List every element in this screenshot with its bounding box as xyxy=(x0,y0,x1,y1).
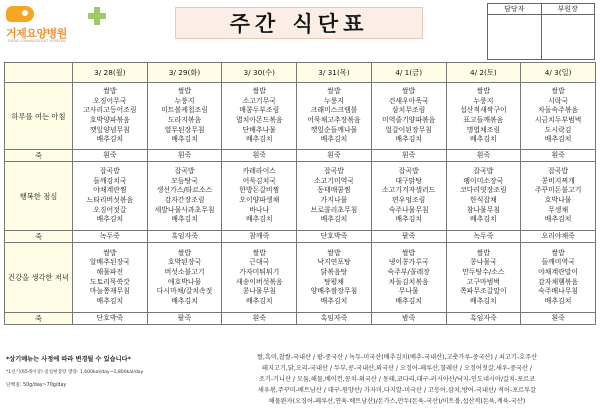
menu-item: 참나물무침 xyxy=(466,205,500,214)
menu-item: 건새우아욱국 xyxy=(388,96,429,105)
juk-label: 죽 xyxy=(5,150,73,162)
menu-item: 코다리엿장조림 xyxy=(460,186,507,195)
protein-note: 단백질: 50g/day~70g/day xyxy=(6,383,67,388)
menu-item: 감자채햄볶음 xyxy=(538,277,579,286)
breakfast-menu-cell xyxy=(521,83,596,150)
breakfast-menu-cell xyxy=(73,83,148,150)
menu-item: 누룽지 xyxy=(174,96,195,105)
menu-item: 깻잎양념무침 xyxy=(89,125,130,134)
menu-item: 배추김치 xyxy=(171,296,198,305)
origin-line: 돼지고기,닭,오리-국내산 / 두부,콩-국내산,외국산 / 오징어-페루산,칠레산 / 오징어젓갈,새우-중국산 / xyxy=(262,365,532,372)
dinner-label: 건강을 생각한 저녁 xyxy=(5,243,73,313)
hospital-name: 거제요양병원 xyxy=(6,27,67,40)
menu-item: 탕평채 xyxy=(323,277,344,286)
menu-item: 오징어젓갈 xyxy=(93,205,127,214)
menu-item: 열무된장무침 xyxy=(164,125,205,134)
menu-item: 배추김치 xyxy=(395,135,422,144)
approval-sign-vice-director[interactable] xyxy=(541,15,595,60)
menu-item: 표고들깨볶음 xyxy=(463,116,504,124)
menu-item: 쌀밥 xyxy=(551,248,565,257)
menu-item: 소고기겨자샐러드 xyxy=(382,186,436,195)
lunch-row xyxy=(5,162,596,231)
origin-line: 해물완자(오징어-페루산,연육-베트남산)/돈가스,만두(돈육-국산)/미트볼,섭산적(돈육,계육-국산) xyxy=(268,398,526,405)
menu-item: 생선가스/타르소스 xyxy=(156,186,213,195)
menu-item: 근대국 xyxy=(249,258,270,267)
day-header: 3/ 28(월) xyxy=(73,63,148,83)
breakfast-menu-cell xyxy=(222,83,297,150)
menu-item: 쌀밥 xyxy=(327,248,341,257)
approval-col-vice-director: 부원장 xyxy=(541,4,595,15)
breakfast-juk-row xyxy=(5,150,596,162)
day-header: 4/ 1(금) xyxy=(371,63,446,83)
approval-col-staff: 담당자 xyxy=(488,4,542,15)
menu-item: 대구맑탕 xyxy=(395,176,422,185)
menu-item: 도토리묵쑥갓 xyxy=(89,277,130,286)
menu-item: 소고기미역국 xyxy=(313,176,354,185)
menu-item: 얼갈이된장무침 xyxy=(385,125,432,134)
menu-item: 어묵김치국 xyxy=(242,176,276,185)
lunch-label: 행복한 점심 xyxy=(5,162,73,231)
dinner-menu-cell xyxy=(147,243,222,313)
menu-item: 배추김치 xyxy=(544,215,572,224)
juk-cell: 오리야채죽 xyxy=(521,231,596,243)
menu-item: 미트볼케첩조림 xyxy=(161,106,208,115)
menu-item: 쌀밥 xyxy=(252,87,266,96)
menu-item: 잡곡밥 xyxy=(548,167,569,176)
menu-item: 소고기무국 xyxy=(242,96,276,105)
menu-item: 누룽지 xyxy=(473,96,494,105)
menu-item: 누룽지 xyxy=(323,96,344,105)
juk-label: 죽 xyxy=(5,231,73,243)
menu-item: 배추김치 xyxy=(395,296,422,305)
lunch-menu-cell xyxy=(222,162,297,231)
menu-item: 미역줄기양파볶음 xyxy=(382,116,436,124)
breakfast-row xyxy=(5,83,596,150)
juk-cell: 팥죽 xyxy=(371,231,446,243)
menu-item: 매콤두부조림 xyxy=(239,106,280,115)
menu-item: 삼치무조림 xyxy=(392,106,426,115)
dinner-menu-cell xyxy=(521,243,596,313)
menu-item: 배추김치 xyxy=(245,296,273,305)
menu-item: 다시마채/갈치속젓 xyxy=(156,287,213,296)
menu-item: 카레라이스 xyxy=(242,167,276,176)
juk-cell: 흰죽 xyxy=(147,150,222,162)
menu-item: 낙지연포탕 xyxy=(317,258,351,267)
menu-item: 쌀밥 xyxy=(103,87,117,96)
menu-item: 동태매콤찜 xyxy=(317,186,351,195)
menu-item: 해물파전 xyxy=(96,267,124,276)
juk-cell: 흰죽 xyxy=(73,150,148,162)
menu-item: 쌀밥 xyxy=(402,248,416,257)
menu-item: 배추김치 xyxy=(544,296,572,305)
page-title-box xyxy=(175,7,423,39)
origin-line: 새우볶,주꾸미-베트남산 / 대구-원양산/ 가자미,다지알-미국산 / 고등어,삼치,방어-국내산/ 적어-포르투갈 xyxy=(257,387,537,394)
menu-item: 배추김치 xyxy=(395,215,422,224)
lunch-menu-cell xyxy=(521,162,596,231)
lunch-menu-cell xyxy=(297,162,372,231)
menu-item: 주꾸미돈불고기 xyxy=(534,186,582,195)
menu-item: 쌀밥 xyxy=(476,248,491,257)
menu-item: 무나물 xyxy=(398,287,419,296)
menu-item: 고구마범벅 xyxy=(466,277,500,286)
menu-item: 가자미튀튀기 xyxy=(239,267,280,276)
dinner-menu-cell xyxy=(371,243,446,313)
menu-item: 숙주나물무침 xyxy=(388,205,429,214)
breakfast-menu-cell xyxy=(446,83,521,150)
menu-item: 냉이콩가루국 xyxy=(388,258,429,267)
menu-item: 쌀밥 xyxy=(252,248,266,257)
menu-item: 잡곡밥 xyxy=(398,167,419,176)
dinner-menu-cell xyxy=(73,243,148,313)
menu-item: 차돌숙주볶음 xyxy=(538,106,579,115)
menu-item: 잡곡밥 xyxy=(99,167,120,176)
menu-item: 편우엉조림 xyxy=(392,196,426,204)
menu-item: 쌀밥 xyxy=(402,87,416,96)
menu-item: 배추김치 xyxy=(96,135,124,144)
origin-line: 쌀,흑미,찹쌀-국내산 / 팥-중국산 / 녹두-미국산(배추김치(배추-국내산),고춧가루-중국산) / 쇠고기-호주산 xyxy=(256,354,538,361)
day-header: 3/ 30(수) xyxy=(222,63,297,83)
menu-item: 쌀밥 xyxy=(551,87,565,96)
menu-item: 시락국 xyxy=(548,96,569,105)
juk-cell: 흰죽 xyxy=(521,313,596,325)
menu-item: 명엽채조림 xyxy=(466,125,500,134)
menu-item: 멸치아몬드볶음 xyxy=(235,116,283,124)
menu-item: 콩나물무침 xyxy=(242,287,276,296)
menu-item: 잡곡밥 xyxy=(174,167,195,176)
menu-item: 섭산적새싹구이 xyxy=(460,106,507,115)
lunch-menu-cell xyxy=(371,162,446,231)
menu-item: 쌀밥 xyxy=(327,87,341,96)
juk-cell: 녹두죽 xyxy=(446,231,521,243)
menu-item: 호박나물 xyxy=(544,196,572,204)
menu-item: 호박양파볶음 xyxy=(89,116,130,124)
menu-item: 배추김치 xyxy=(470,215,497,224)
juk-cell: 흰죽 xyxy=(521,150,596,162)
hospital-subtitle: GEOJE CONVALESCENT HOSPITAL xyxy=(8,39,67,43)
juk-cell: 흰죽 xyxy=(222,150,297,162)
menu-item: 차돌김치볶음 xyxy=(388,277,429,286)
menu-item: 무생채 xyxy=(548,205,569,214)
menu-item: 쌀밥 xyxy=(177,248,192,257)
dinner-menu-cell xyxy=(446,243,521,313)
lunch-menu-cell xyxy=(73,162,148,231)
menu-item: 야채계란말이 xyxy=(538,267,579,276)
day-header: 4/ 2(토) xyxy=(446,63,521,83)
menu-item: 숙주부/꼴레장 xyxy=(387,267,430,276)
menu-item: 새송이버섯볶음 xyxy=(235,277,283,286)
menu-item: 세발나물사과초무침 xyxy=(154,205,215,214)
juk-cell: 흑임자죽 xyxy=(147,231,222,243)
origin-info xyxy=(198,352,596,407)
menu-item: 배추김치 xyxy=(320,296,348,305)
header-corner xyxy=(5,63,73,83)
juk-cell: 녹두죽 xyxy=(73,231,148,243)
day-header: 3/ 29(화) xyxy=(147,63,222,83)
day-header: 3/ 31(목) xyxy=(297,63,372,83)
menu-change-note: *상기메뉴는 사정에 따라 변경될 수 있습니다* xyxy=(6,356,131,363)
approval-sign-staff[interactable] xyxy=(488,15,542,60)
menu-item: 쌀밥 xyxy=(476,87,491,96)
hospital-logo xyxy=(4,4,110,44)
juk-cell: 흰죽 xyxy=(446,150,521,162)
menu-item: 한식잡채 xyxy=(470,196,497,204)
menu-item: 배추김치 xyxy=(245,215,273,224)
menu-item: 쌀밥 xyxy=(177,87,192,96)
menu-item: 들깨미역국 xyxy=(541,258,575,267)
menu-item: 배추김치 xyxy=(171,215,198,224)
breakfast-menu-cell xyxy=(297,83,372,150)
menu-item: 배추김치 xyxy=(245,135,273,144)
menu-item: 잡곡밥 xyxy=(473,167,494,176)
menu-item: 단배추나물 xyxy=(242,125,276,134)
day-header-row xyxy=(5,63,596,83)
menu-item: 도시락김 xyxy=(544,125,572,134)
juk-cell: 단호박죽 xyxy=(297,231,372,243)
menu-item: 한방돈갈비찜 xyxy=(239,186,280,195)
menu-item: 오징어무국 xyxy=(93,96,127,105)
lunch-juk-row xyxy=(5,231,596,243)
menu-item: 배추김치 xyxy=(96,296,124,305)
logo-mark-icon xyxy=(6,6,34,22)
breakfast-menu-cell xyxy=(147,83,222,150)
juk-cell: 흰죽 xyxy=(222,313,297,325)
menu-item: 콩비지찌개 xyxy=(541,176,575,185)
menu-item: 호박된장국 xyxy=(167,258,202,267)
juk-cell: 흰죽 xyxy=(297,150,372,162)
medical-cross-icon xyxy=(88,7,106,25)
menu-item: 오이양파생채 xyxy=(239,196,280,204)
menu-item: 애호박나물 xyxy=(167,277,202,286)
menu-item: 가지나물 xyxy=(320,196,348,204)
calorie-note: *1년기(65세이상) 일일현장량 열량: 1,600kal/day~1,800kal/day xyxy=(6,370,144,375)
juk-cell: 흑임자죽 xyxy=(446,313,521,325)
juk-cell: 밤죽 xyxy=(371,313,446,325)
dinner-menu-cell xyxy=(222,243,297,313)
menu-item: 모듬탕국 xyxy=(171,176,198,185)
menu-item: 닭볶음탕 xyxy=(320,267,348,276)
menu-item: 감자간장조림 xyxy=(164,196,205,204)
menu-item: 어묵채고추장볶음 xyxy=(307,116,361,124)
origin-line: 조기-기니산 / 모둠,해물,베이컨,꽁치-외국산 / 동태,코다리,대구-러시아산/낙지-인도네시아/갈치-포르코 xyxy=(258,376,536,383)
menu-item: 쌀밥 xyxy=(103,248,117,257)
breakfast-menu-cell xyxy=(371,83,446,150)
menu-item: 배추김치 xyxy=(320,135,348,144)
menu-item: 바나나 xyxy=(249,205,270,214)
lunch-menu-cell xyxy=(147,162,222,231)
menu-item: 배추김치 xyxy=(544,135,572,144)
menu-item: 콩나물국 xyxy=(470,258,497,267)
menu-item: 고사리고등어조림 xyxy=(83,106,137,115)
menu-item: 느타리버섯볶음 xyxy=(86,196,134,204)
menu-item: 숙주배나무침 xyxy=(538,287,579,296)
juk-cell: 흰죽 xyxy=(371,150,446,162)
menu-item: 배추김치 xyxy=(171,135,198,144)
footer-notes xyxy=(6,352,196,388)
menu-item: 알배추된장국 xyxy=(89,258,130,267)
menu-item: 시금치두부범벅 xyxy=(534,116,582,124)
menu-item: 들깨김치국 xyxy=(93,176,127,185)
dinner-juk-row xyxy=(5,313,596,325)
menu-item: 양배추쌈장무침 xyxy=(310,287,358,296)
menu-item: 배추김치 xyxy=(320,215,348,224)
menu-item: 브로콜리초무침 xyxy=(310,205,358,214)
weekly-menu-table xyxy=(4,62,596,325)
menu-item: 깻잎순들깨나물 xyxy=(310,125,358,134)
day-header: 4/ 3(일) xyxy=(521,63,596,83)
page-title: 주간 식단표 xyxy=(229,12,369,36)
menu-item: 마늘쫑재무침 xyxy=(89,287,130,296)
dinner-row xyxy=(5,243,596,313)
menu-item: 크래미스크램블 xyxy=(310,106,358,115)
menu-item: 배추김치 xyxy=(470,135,497,144)
juk-cell: 참깨죽 xyxy=(222,231,297,243)
juk-cell: 단호박죽 xyxy=(73,313,148,325)
lunch-menu-cell xyxy=(446,162,521,231)
menu-item: 도라지볶음 xyxy=(167,116,202,124)
menu-item: 팽이미소장국 xyxy=(463,176,504,185)
juk-cell: 팥죽 xyxy=(147,313,222,325)
menu-item: 만두탕수/소스 xyxy=(462,267,505,276)
menu-item: 버섯소불고기 xyxy=(164,267,205,276)
juk-label: 죽 xyxy=(5,313,73,325)
dinner-menu-cell xyxy=(297,243,372,313)
menu-item: 배추김치 xyxy=(470,296,497,305)
menu-item: 야채계란찜 xyxy=(93,186,127,195)
menu-item: 잡곡밥 xyxy=(323,167,344,176)
menu-item: 쪽파무조갈말이 xyxy=(460,287,507,296)
approval-table xyxy=(487,3,595,60)
menu-item: 배추김치 xyxy=(96,215,124,224)
breakfast-label: 하루를 여는 아침 xyxy=(5,83,73,150)
juk-cell: 흑임자죽 xyxy=(297,313,372,325)
